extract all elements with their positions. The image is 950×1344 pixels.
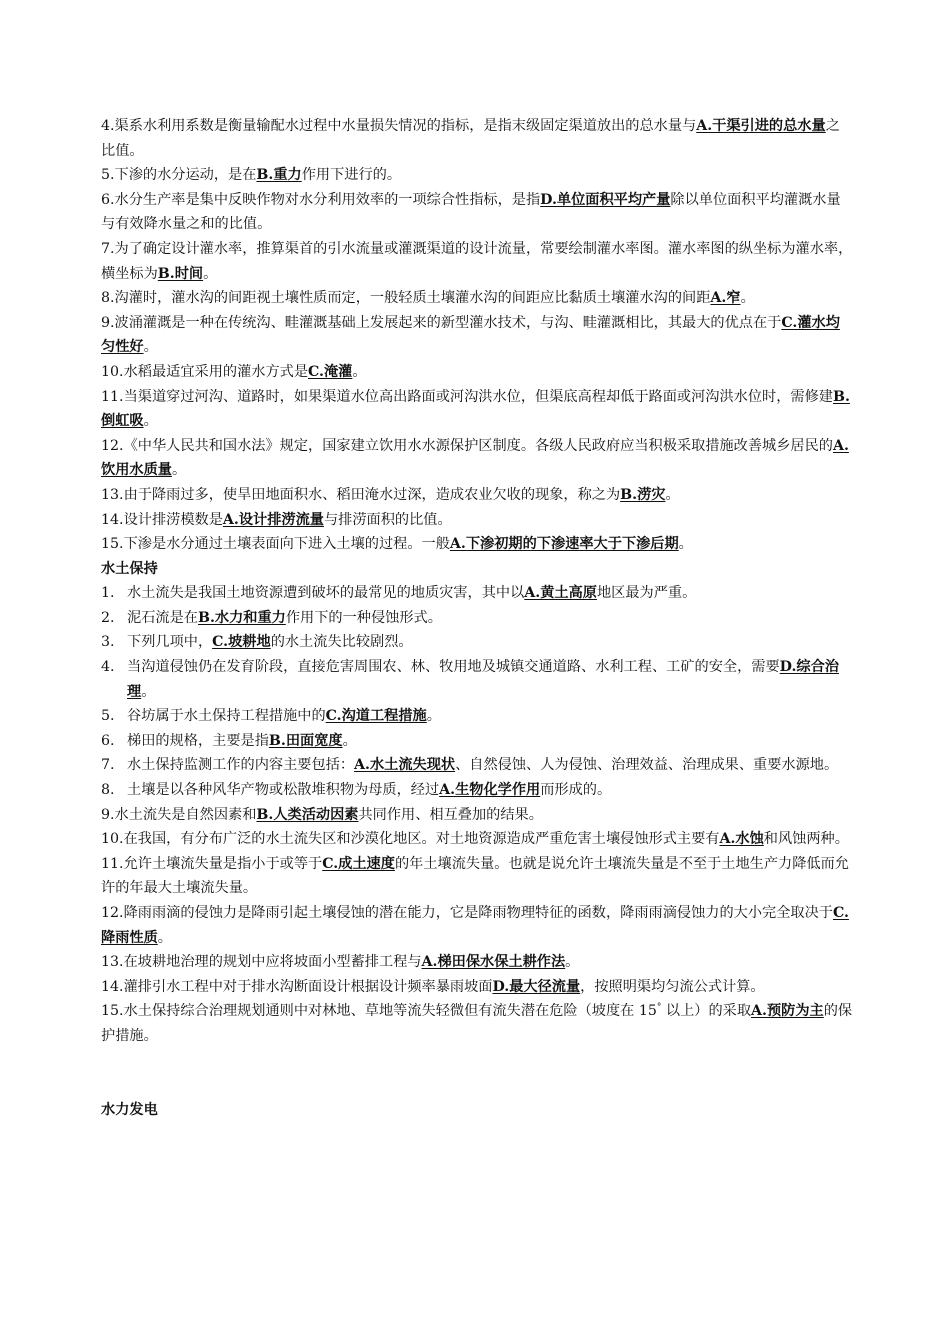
section-soil-items	[101, 803, 853, 1000]
list-item: 10.水稻最适宜采用的灌水方式是C.淹灌。	[101, 363, 367, 380]
list-item: 11.当渠道穿过河沟、道路时，如果渠道水位高出路面或河沟洪水位，但渠底高程却低于路面或河沟洪水位时，需修建B.倒虹吸。	[101, 388, 850, 430]
list-item: 13.在坡耕地治理的规划中应将坡面小型蓄排工程与A.梯田保水保土耕作法。	[101, 954, 580, 971]
list-item: 14.灌排引水工程中对于排水沟断面设计根据设计频率暴雨坡面D.最大径流量，按照明渠均匀流公式计算。	[101, 978, 765, 995]
answer-text: A.预防为主	[751, 1003, 824, 1020]
list-item: 4.渠系水利用系数是衡量输配水过程中水量损失情况的指标，是指末级固定渠道放出的总水量与A.干渠引进的总水量之比值。	[101, 118, 840, 159]
answer-text: B.水力和重力	[197, 609, 286, 626]
answer-text: B.时间	[157, 265, 204, 282]
list-item: 7. 水土保持监测工作的内容主要包括：A.水土流失现状、自然侵蚀、人为侵蚀、治理效益、治理成果、重要水源地。	[101, 753, 853, 778]
list-item: 7.为了确定设计灌水率，推算渠首的引水流量或灌溉渠道的设计流量，常要绘制灌水率图。灌水率图的纵坐标为灌水率，横坐标为B.时间。	[101, 240, 853, 282]
item-number: 1.	[101, 585, 115, 602]
list-item: 12.降雨雨滴的侵蚀力是降雨引起土壤侵蚀的潜在能力，它是降雨物理特征的函数，降雨雨滴侵蚀力的大小完全取决于C.降雨性质。	[101, 905, 849, 946]
list-item: 11.允许土壤流失量是指小于或等于C.成土速度的年土壤流失量。也就是说允许土壤流失量是不至于土地生产力降低而允许的年最大土壤流失量。	[101, 855, 849, 897]
answer-text: D.综合治理	[127, 659, 839, 700]
list-item: 13.由于降雨过多，使旱田地面积水、稻田淹水过深，造成农业欠收的现象，称之为B.涝灾。	[101, 486, 680, 503]
section-irrigation-items	[101, 114, 853, 557]
item-number: 2.	[101, 609, 115, 626]
list-item: 3. 下列几项中，C.坡耕地的水土流失比较剧烈。	[101, 630, 853, 655]
list-item: 15.水土保持综合治理规划通则中对林地、草地等流失轻微但有流失潜在危险（坡度在 15° 以上）的采取A.预防为主的保护措施。	[101, 1002, 853, 1044]
answer-text: A.水土流失现状	[354, 757, 456, 774]
answer-text: C.降雨性质	[101, 905, 849, 946]
list-item: 8. 土壤是以各种风华产物或松散堆积物为母质，经过A.生物化学作用而形成的。	[101, 778, 853, 803]
answer-text: A.干渠引进的总水量	[696, 118, 826, 134]
item-number: 3.	[101, 634, 115, 651]
answer-text: A.生物化学作用	[439, 782, 541, 799]
list-item: 6. 梯田的规格，主要是指B.田面宽度。	[101, 729, 853, 754]
answer-text: C.沟道工程措施	[325, 708, 427, 725]
list-item: 15.下渗是水分通过土壤表面向下进入土壤的过程。一般A.下渗初期的下渗速率大于下渗后期。	[101, 536, 693, 553]
answer-text: C.淹灌	[308, 363, 353, 380]
item-number: 7.	[101, 757, 115, 774]
list-item: 8.沟灌时，灌水沟的间距视土壤性质而定，一般轻质土壤灌水沟的间距应比黏质土壤灌水沟的间距A.窄。	[101, 290, 755, 307]
list-item: 9.水土流失是自然因素和B.人类活动因素共同作用、相互叠加的结果。	[101, 806, 543, 823]
answer-text: D.单位面积平均产量	[540, 191, 671, 208]
list-item: 14.设计排涝模数是A.设计排涝流量与排涝面积的比值。	[101, 511, 452, 528]
answer-text: A.黄土高原	[524, 585, 597, 602]
answer-text: A.水蚀	[719, 831, 764, 848]
list-item: 9.波涌灌溉是一种在传统沟、畦灌溉基础上发展起来的新型灌水技术，与沟、畦灌溉相比，其最大的优点在于C.灌水均匀性好。	[101, 314, 840, 356]
section-heading-soil-conservation: 水土保持	[101, 560, 158, 577]
answer-text: B.人类活动因素	[256, 806, 359, 823]
list-item: 4. 当沟道侵蚀仍在发育阶段，直接危害周围农、林、牧用地及城镇交通道路、水利工程、工矿的安全，需要D.综合治理。	[101, 655, 853, 704]
answer-text: A.梯田保水保土耕作法	[421, 954, 566, 971]
item-number: 5.	[101, 708, 115, 725]
answer-text: B.重力	[256, 167, 302, 184]
answer-text: C.坡耕地	[212, 634, 271, 651]
list-item: 6.水分生产率是集中反映作物对水分利用效率的一项综合性指标，是指D.单位面积平均产量除以单位面积平均灌溉水量与有效降水量之和的比值。	[101, 191, 841, 233]
section-heading-hydropower: 水力发电	[101, 1101, 158, 1118]
answer-text: A.设计排涝流量	[222, 511, 324, 528]
list-item: 1. 水土流失是我国土地资源遭到破坏的最常见的地质灾害，其中以A.黄土高原地区最为严重。	[101, 581, 853, 606]
answer-text: B.涝灾	[620, 486, 666, 503]
list-item: 2. 泥石流是在B.水力和重力作用下的一种侵蚀形式。	[101, 606, 853, 631]
answer-text: A.窄	[710, 290, 741, 307]
answer-text: B.倒虹吸	[101, 388, 850, 430]
item-number: 8.	[101, 782, 115, 799]
document-body	[101, 114, 853, 1122]
list-item: 10.在我国，有分布广泛的水土流失区和沙漠化地区。对土地资源造成严重危害土壤侵蚀形式主要有A.水蚀和风蚀两种。	[101, 831, 849, 848]
list-item: 12.《中华人民共和国水法》规定，国家建立饮用水水源保护区制度。各级人民政府应当积极采取措施改善城乡居民的A.饮用水质量。	[101, 437, 849, 479]
item-number: 4.	[101, 659, 115, 676]
answer-text: D.最大径流量	[492, 978, 581, 995]
answer-text: A.饮用水质量	[101, 437, 849, 479]
item-number: 6.	[101, 732, 115, 749]
answer-text: B.田面宽度	[268, 732, 343, 749]
section-soil-numbered-items	[101, 581, 853, 802]
answer-text: A.下渗初期的下渗速率大于下渗后期	[449, 536, 679, 553]
list-item: 5.下渗的水分运动，是在B.重力作用下进行的。	[101, 167, 402, 184]
list-item: 5. 谷坊属于水土保持工程措施中的C.沟道工程措施。	[101, 704, 853, 729]
answer-text: C.成土速度	[322, 855, 395, 872]
answer-text: C.灌水均匀性好	[101, 314, 840, 356]
